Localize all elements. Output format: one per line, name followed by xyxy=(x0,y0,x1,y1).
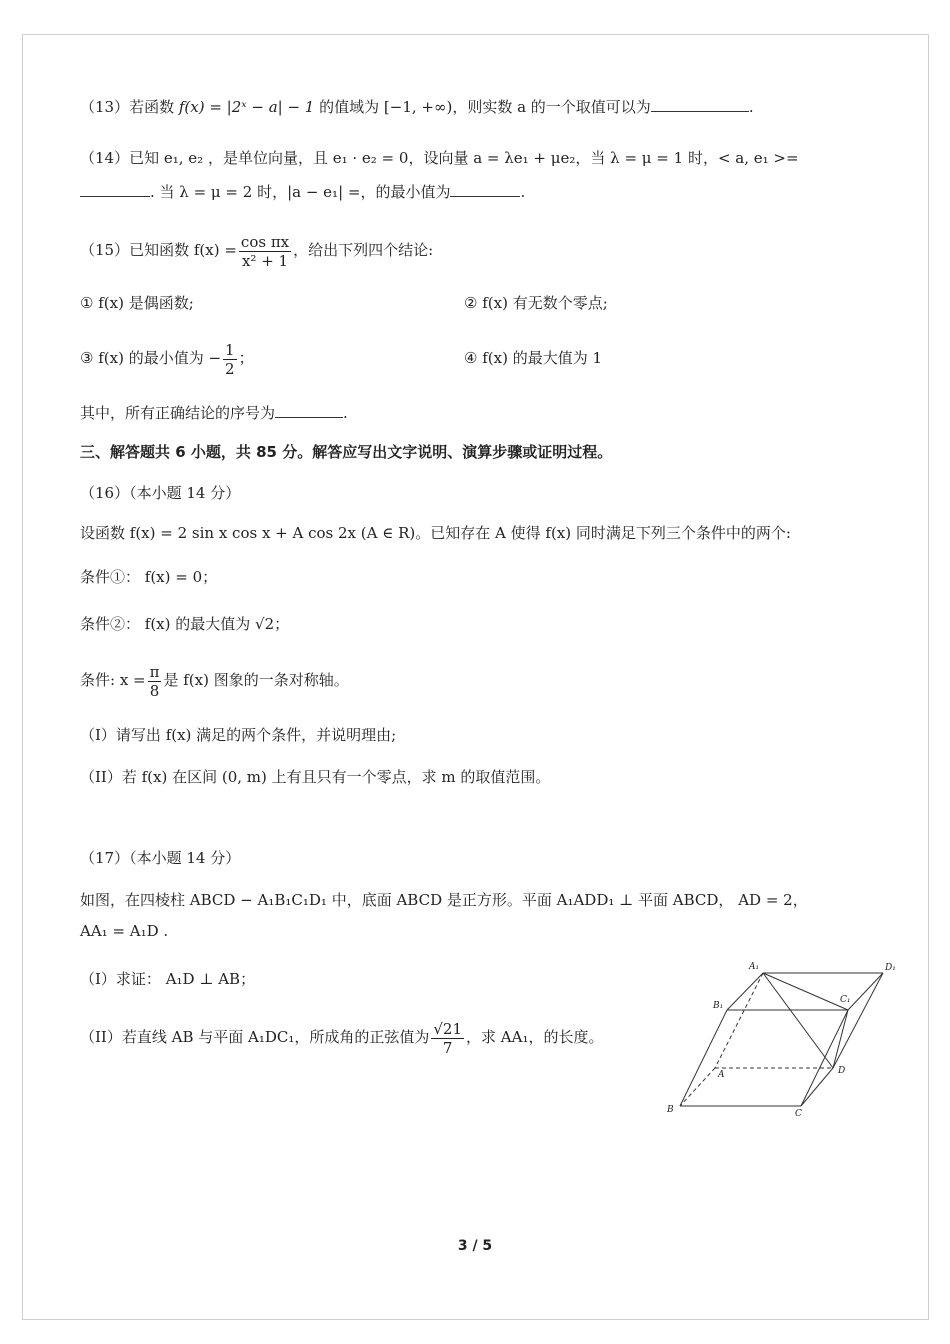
q17-stem-line1: 如图，在四棱柱 ABCD − A₁B₁C₁D₁ 中，底面 ABCD 是正方形。平面 A₁ADD₁ ⊥ 平面 ABCD， AD = 2， xyxy=(80,891,808,909)
q14-answer-blank-1[interactable] xyxy=(80,182,150,197)
q15-ask-text: 其中，所有正确结论的序号为 xyxy=(80,404,276,422)
question-14-line1: （14）已知 e₁, e₂ ，是单位向量，且 e₁ · e₂ = 0，设向量 a = λe₁ + μe₂，当 λ = μ = 1 时，< a, e₁ >= xyxy=(80,149,799,167)
q16-header: （16）（本小题 14 分） xyxy=(80,484,241,502)
q17-p2-numerator: √21 xyxy=(433,1019,463,1038)
hidden-edge-a-b xyxy=(680,1068,715,1106)
q15-c3-suffix: ； xyxy=(238,349,254,367)
q15-conclusion-3 xyxy=(80,338,254,378)
q15-c3-denominator: 2 xyxy=(225,359,235,378)
q16-condition-3 xyxy=(80,660,349,700)
q17-stem-line2: AA₁ = A₁D . xyxy=(80,922,169,940)
q15-conclusion-2: ② f(x) 有无数个零点; xyxy=(464,294,608,312)
edge-d1-c1 xyxy=(848,973,883,1010)
label-b: B xyxy=(667,1105,674,1115)
segment-c1-d xyxy=(833,1010,848,1068)
q16-c3-suffix: 是 f(x) 图象的一条对称轴。 xyxy=(163,671,349,689)
q16-c3-prefix: 条件: x = xyxy=(80,671,146,689)
q17-p2-prefix: （II）若直线 AB 与平面 A₁DC₁，所成角的正弦值为 xyxy=(80,1028,430,1046)
q17-part-2 xyxy=(80,1017,603,1057)
question-14-line2 xyxy=(80,182,525,202)
q16-part-1: （I）请写出 f(x) 满足的两个条件，并说明理由; xyxy=(80,726,397,744)
question-13 xyxy=(80,97,754,117)
section-3-heading: 三、解答题共 6 小题，共 85 分。解答应写出文字说明、演算步骤或证明过程。 xyxy=(80,443,613,461)
q16-c3-denominator: 8 xyxy=(149,681,160,700)
edge-d1-d xyxy=(833,973,883,1068)
label-c1: C₁ xyxy=(840,995,851,1005)
edge-b1-a1 xyxy=(727,973,763,1010)
q15-denominator: x² + 1 xyxy=(241,251,289,270)
q15-numerator: cos πx xyxy=(240,232,290,251)
edge-c1-c xyxy=(801,1010,848,1106)
q15-answer-blank[interactable] xyxy=(275,403,343,418)
q16-condition-1: 条件①： f(x) = 0； xyxy=(80,568,218,586)
q15-ask-end: . xyxy=(343,404,348,422)
q17-header: （17）（本小题 14 分） xyxy=(80,849,241,867)
q13-suffix: ，则实数 a 的一个取值可以为 xyxy=(452,98,651,116)
q16-c3-numerator: π xyxy=(149,662,160,681)
q15-suffix: ，给出下列四个结论: xyxy=(293,241,434,259)
q13-answer-blank[interactable] xyxy=(651,97,749,112)
q16-stem: 设函数 f(x) = 2 sin x cos x + A cos 2x (A ∈ R)。已知存在 A 使得 f(x) 同时满足下列三个条件中的两个: xyxy=(80,524,791,542)
q17-part-1: （I）求证： A₁D ⊥ AB； xyxy=(80,970,256,988)
q15-conclusion-4: ④ f(x) 的最大值为 1 xyxy=(464,349,603,367)
label-a1: A₁ xyxy=(749,962,760,972)
label-d1: D₁ xyxy=(885,963,896,973)
q17-p2-denominator: 7 xyxy=(442,1038,453,1057)
q17-p2-suffix: ，求 AA₁，的长度。 xyxy=(466,1028,604,1046)
q13-prefix: （13）若函数 xyxy=(80,98,179,116)
q14-answer-blank-2[interactable] xyxy=(450,182,520,197)
q17-p2-fraction xyxy=(431,1020,464,1057)
segment-a1-d xyxy=(763,973,833,1068)
q16-condition-2: 条件②： f(x) 的最大值为 √2； xyxy=(80,615,290,633)
q15-ask xyxy=(80,403,348,423)
q15-c3-prefix: ③ f(x) 的最小值为 − xyxy=(80,349,222,367)
label-a: A xyxy=(718,1070,725,1080)
q15-c3-numerator: 1 xyxy=(225,340,235,359)
q13-function: f(x) = |2ˣ − a| − 1 xyxy=(178,98,315,116)
edge-b1-b xyxy=(680,1010,727,1106)
q15-prefix: （15）已知函数 f(x) = xyxy=(80,241,237,259)
prism-figure xyxy=(655,958,905,1123)
q16-c3-fraction xyxy=(148,663,162,700)
question-15 xyxy=(80,230,433,270)
q14-end: . xyxy=(520,183,526,201)
label-d: D xyxy=(838,1066,846,1076)
q15-conclusion-1: ① f(x) 是偶函数; xyxy=(80,294,194,312)
q14-line2-text: . 当 λ = μ = 2 时，|a − e₁| =，的最小值为 xyxy=(150,183,451,201)
q13-range: [−1, +∞) xyxy=(383,98,453,116)
q15-c3-fraction xyxy=(223,341,237,378)
segment-a1-c1 xyxy=(763,973,848,1010)
q16-part-2: （II）若 f(x) 在区间 (0, m) 上有且只有一个零点，求 m 的取值范围。 xyxy=(80,768,551,786)
label-b1: B₁ xyxy=(713,1001,724,1011)
page-number: 3 / 5 xyxy=(457,1238,493,1254)
q13-mid: 的值域为 xyxy=(314,98,384,116)
q13-end: . xyxy=(748,98,754,116)
label-c: C xyxy=(795,1109,802,1119)
q15-fraction xyxy=(239,233,291,270)
